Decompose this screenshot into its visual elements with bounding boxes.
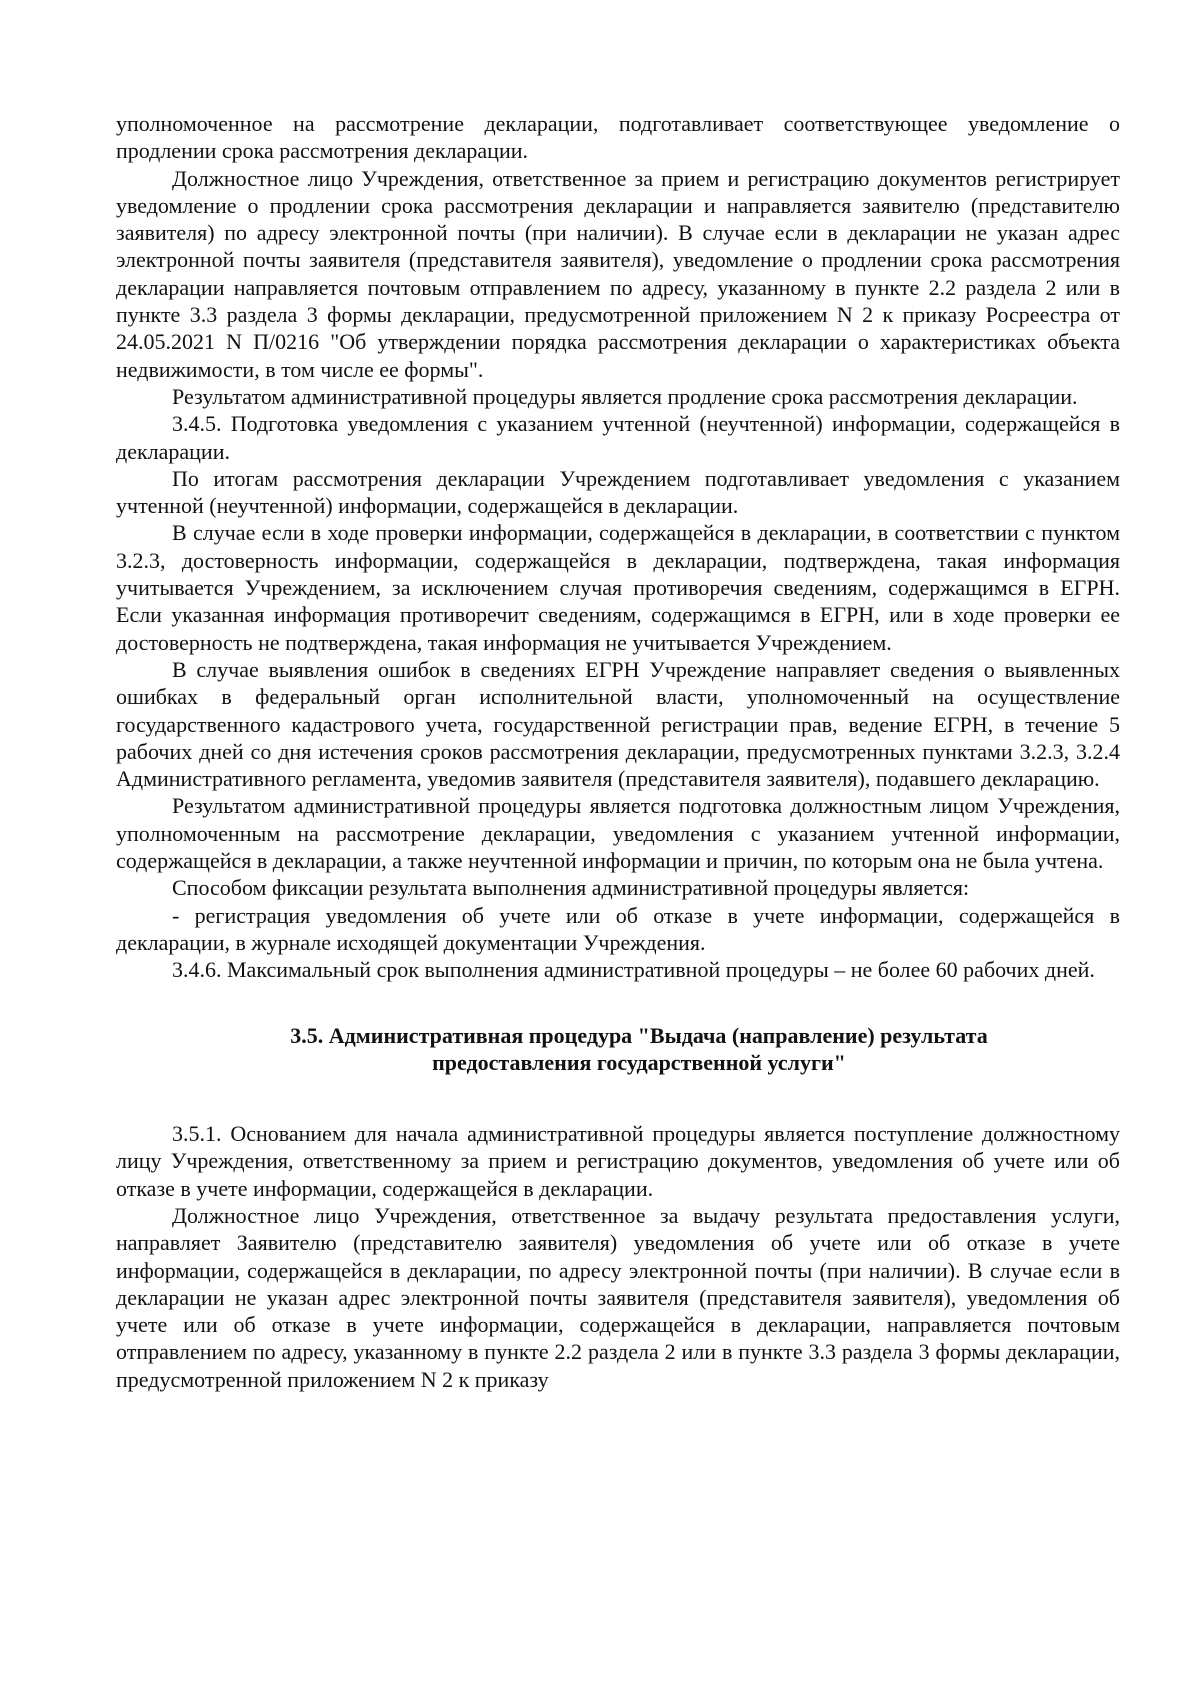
paragraph-registration-item: - регистрация уведомления об учете или об отказе в учете информации, содержащейся в декларации, в журнале исходящей документации Учреждения. (116, 902, 1120, 955)
paragraph-result-delivery: Должностное лицо Учреждения, ответственное за выдачу результата предоставления услуги, направляет Заявителю (представителю заявителя) уведомления об учете или об отказе в учете информации, содержащейся в декларации, по адресу электронной почты (при наличии). В случае если в декларации не указан адрес электронной почты заявителя (представителя заявителя), уведомления об учете или об отказе в учете информации, содержащейся в декларации, направляется почтовым отправлением по адресу, указанному в пункте 2.2 раздела 2 или в пункте 3.3 раздела 3 формы декларации, предусмотренной приложением N 2 к приказу (116, 1202, 1120, 1392)
paragraph-fixation-method: Способом фиксации результата выполнения административной процедуры является: (172, 875, 970, 901)
paragraph-3-5-1: 3.5.1. Основанием для начала административной процедуры является поступление должностному лицу Учреждения, ответственному за прием и регистрацию документов, уведомления об учете или об отказе в учете информации, содержащейся в декларации. (116, 1121, 1120, 1201)
section-heading-line-1: 3.5. Административная процедура "Выдача (направление) результата (290, 1022, 988, 1048)
paragraph-errors-egrn: В случае выявления ошибок в сведениях ЕГРН Учреждение направляет сведения о выявленных ошибках в федеральный орган исполнительной власти, уполномоченный на осуществление государственного кадастрового учета, государственной регистрации прав, ведение ЕГРН, в течение 5 рабочих дней со дня истечения сроков рассмотрения декларации, предусмотренных пунктами 3.2.3, 3.2.4 Административного регламента, уведомив заявителя (представителя заявителя), подавшего декларацию. (116, 656, 1120, 792)
paragraph-continuation: уполномоченное на рассмотрение декларации, подготавливает соответствующее уведомление о продлении срока рассмотрения декларации. (116, 111, 1120, 164)
paragraph-3-4-5: 3.4.5. Подготовка уведомления с указанием учтенной (неучтенной) информации, содержащейся в декларации. (116, 411, 1120, 464)
section-heading-line-2: предоставления государственной услуги" (432, 1049, 846, 1075)
paragraph-3-4-6: 3.4.6. Максимальный срок выполнения административной процедуры – не более 60 рабочих дней. (172, 957, 1095, 983)
paragraph-extension-result: Результатом административной процедуры является продление срока рассмотрения декларации. (172, 383, 1078, 409)
section-heading-3-5 (116, 1022, 1120, 1077)
paragraph-verification: В случае если в ходе проверки информации, содержащейся в декларации, в соответствии с пунктом 3.2.3, достоверность информации, содержащейся в декларации, подтверждена, такая информация учитывается Учреждением, за исключением случая противоречия сведениям, содержащимся в ЕГРН. Если указанная информация противоречит сведениям, содержащимся в ЕГРН, или в ходе проверки ее достоверность не подтверждена, такая информация не учитывается Учреждением. (116, 520, 1120, 655)
paragraph-extension-notice: Должностное лицо Учреждения, ответственное за прием и регистрацию документов регистрирует уведомление о продлении срока рассмотрения декларации и направляется заявителю (представителю заявителя) по адресу электронной почты (при наличии). В случае если в декларации не указан адрес электронной почты заявителя (представителя заявителя), уведомление о продлении срока рассмотрения декларации направляется почтовым отправлением по адресу, указанному в пункте 2.2 раздела 2 или в пункте 3.3 раздела 3 формы декларации, предусмотренной приложением N 2 к приказу Росреестра от 24.05.2021 N П/0216 "Об утверждении порядка рассмотрения декларации о характеристиках объекта недвижимости, в том числе ее формы". (116, 165, 1120, 382)
paragraph-review-results: По итогам рассмотрения декларации Учреждением подготавливает уведомления с указанием учтенной (неучтенной) информации, содержащейся в декларации. (116, 465, 1120, 519)
document-page (116, 110, 1120, 1393)
paragraph-procedure-result: Результатом административной процедуры является подготовка должностным лицом Учреждения, уполномоченным на рассмотрение декларации, уведомления с указанием учтенной информации, содержащейся в декларации, а также неучтенной информации и причин, по которым она не была учтена. (116, 793, 1120, 874)
